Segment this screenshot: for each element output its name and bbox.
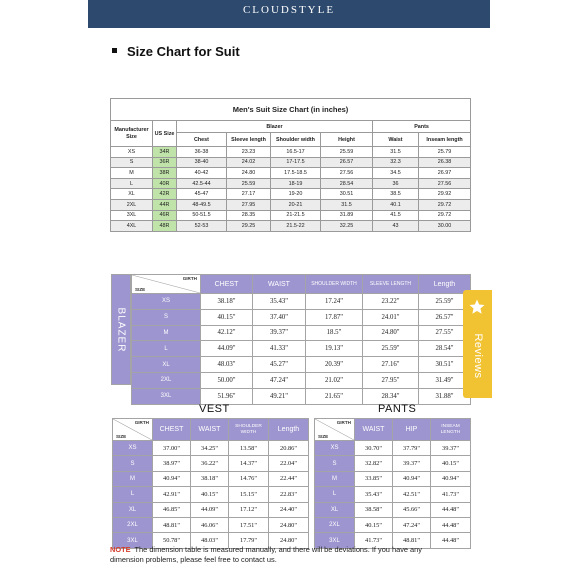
measurement-cell: 29.25 (227, 221, 271, 232)
measurement-cell: 18-19 (271, 178, 321, 189)
vest-value-cell: 37.00" (153, 441, 191, 456)
measurement-cell: 36 (373, 178, 419, 189)
us-size-cell: 38R (153, 168, 177, 179)
vest-value-cell: 22.83" (269, 487, 309, 502)
measurement-cell: 38.5 (373, 189, 419, 200)
measurement-cell: 17.5-18.5 (271, 168, 321, 179)
blazer-row (132, 388, 471, 404)
vest-row (113, 456, 309, 471)
pants-value-cell: 37.79" (393, 441, 431, 456)
vest-row (113, 502, 309, 517)
vest-value-cell: 34.25" (191, 441, 229, 456)
measurement-cell: 32.25 (321, 221, 373, 232)
us-size-cell: 36R (153, 157, 177, 168)
vest-value-cell: 20.86" (269, 441, 309, 456)
blazer-value-cell: 42.12" (201, 325, 253, 341)
pants-table-body (315, 441, 471, 549)
mens-row (111, 147, 471, 158)
blazer-value-cell: 25.59" (363, 341, 419, 357)
measurement-cell: 20-21 (271, 199, 321, 210)
page-title (112, 44, 240, 59)
vest-row (113, 487, 309, 502)
measurement-cell: 29.72 (419, 210, 471, 221)
vest-value-cell: 36.22" (191, 456, 229, 471)
measurement-cell: 25.79 (419, 147, 471, 158)
measurement-cell: 29.72 (419, 199, 471, 210)
measurement-cell: 30.00 (419, 221, 471, 232)
vest-size-cell: 3XL (113, 533, 153, 548)
vest-value-cell: 17.12" (229, 502, 269, 517)
vest-col-shoulder-width: SHOULDER WIDTH (229, 419, 269, 441)
blazer-row (132, 357, 471, 373)
pants-value-cell: 39.37" (431, 441, 471, 456)
vest-value-cell: 24.80" (269, 533, 309, 548)
measurement-cell: 24.02 (227, 157, 271, 168)
measurement-cell: 31.89 (321, 210, 373, 221)
pants-row (315, 487, 471, 502)
reviews-label: Reviews (471, 333, 484, 379)
col-height: Height (321, 133, 373, 147)
pants-value-cell: 40.94" (393, 471, 431, 486)
vest-title: VEST (199, 403, 230, 415)
us-size-cell: 40R (153, 178, 177, 189)
us-size-cell: 34R (153, 147, 177, 158)
measurement-cell: 21-21.5 (271, 210, 321, 221)
brand-header (88, 0, 490, 28)
blazer-value-cell: 47.24" (253, 372, 306, 388)
measurement-cell: 48-49.5 (177, 199, 227, 210)
blazer-value-cell: 28.34" (363, 388, 419, 404)
measurement-cell: 26.38 (419, 157, 471, 168)
blazer-corner-header (132, 275, 201, 294)
blazer-value-cell: 48.03" (201, 357, 253, 373)
note (110, 545, 440, 565)
vest-corner-header (113, 419, 153, 441)
pants-value-cell: 40.15" (355, 517, 393, 532)
corner-size: SIZE (318, 434, 329, 439)
blazer-value-cell: 37.40" (253, 309, 306, 325)
vest-value-cell: 17.79" (229, 533, 269, 548)
measurement-cell: 32.3 (373, 157, 419, 168)
blazer-size-cell: M (132, 325, 201, 341)
measurement-cell: 36-38 (177, 147, 227, 158)
blazer-value-cell: 41.33" (253, 341, 306, 357)
blazer-value-cell: 27.16" (363, 357, 419, 373)
measurement-cell: 26.57 (321, 157, 373, 168)
blazer-row (132, 341, 471, 357)
vest-value-cell: 40.15" (191, 487, 229, 502)
blazer-size-cell: 2XL (132, 372, 201, 388)
vest-size-cell: XS (113, 441, 153, 456)
vest-col-waist: WAIST (191, 419, 229, 441)
mens-row (111, 168, 471, 179)
page-title-text: Size Chart for Suit (127, 44, 240, 59)
blazer-value-cell: 30.51" (419, 357, 471, 373)
col-manufacturer-size: Manufacturer Size (111, 121, 153, 147)
vest-table-body (113, 441, 309, 549)
measurement-cell: 17-17.5 (271, 157, 321, 168)
blazer-value-cell: 23.22" (363, 294, 419, 310)
col-sleeve-length: Sleeve length (227, 133, 271, 147)
mens-row (111, 210, 471, 221)
blazer-value-cell: 38.18" (201, 294, 253, 310)
blazer-value-cell: 44.09" (201, 341, 253, 357)
blazer-row (132, 325, 471, 341)
vest-value-cell: 46.85" (153, 502, 191, 517)
measurement-cell: 52-53 (177, 221, 227, 232)
vest-col-chest: CHEST (153, 419, 191, 441)
measurement-cell: 34.5 (373, 168, 419, 179)
blazer-col-sleeve-length: SLEEVE LENGTH (363, 275, 419, 294)
pants-row (315, 456, 471, 471)
measurement-cell: 40-42 (177, 168, 227, 179)
blazer-label: BLAZER (115, 307, 127, 352)
mens-table-title: Men's Suit Size Chart (in inches) (111, 99, 471, 121)
blazer-value-cell: 21.65" (306, 388, 363, 404)
blazer-value-cell: 21.02" (306, 372, 363, 388)
manufacturer-size-cell: L (111, 178, 153, 189)
pants-size-table (314, 418, 471, 549)
vest-size-table (112, 418, 309, 549)
vest-value-cell: 13.58" (229, 441, 269, 456)
pants-row (315, 502, 471, 517)
pants-value-cell: 35.43" (355, 487, 393, 502)
vest-size-cell: S (113, 456, 153, 471)
blazer-value-cell: 17.24" (306, 294, 363, 310)
vest-size-cell: 2XL (113, 517, 153, 532)
measurement-cell: 28.35 (227, 210, 271, 221)
vest-row (113, 471, 309, 486)
blazer-size-table (131, 274, 471, 405)
mens-size-table (110, 98, 471, 232)
measurement-cell: 27.17 (227, 189, 271, 200)
measurement-cell: 31.5 (321, 199, 373, 210)
vest-row (113, 441, 309, 456)
vest-value-cell: 44.09" (191, 502, 229, 517)
blazer-value-cell: 25.59" (419, 294, 471, 310)
blazer-size-cell: S (132, 309, 201, 325)
blazer-value-cell: 31.88" (419, 388, 471, 404)
pants-value-cell: 41.73" (355, 533, 393, 548)
pants-size-cell: 3XL (315, 533, 355, 548)
pants-col-inseam-length: INSEAM LENGTH (431, 419, 471, 441)
group-pants: Pants (373, 121, 471, 133)
pants-value-cell: 45.66" (393, 502, 431, 517)
vest-value-cell: 14.37" (229, 456, 269, 471)
blazer-value-cell: 26.57" (419, 309, 471, 325)
measurement-cell: 21.5-22 (271, 221, 321, 232)
pants-value-cell: 41.73" (431, 487, 471, 502)
note-text: The dimension table is measured manually, and there will be deviations. If you have any dimension problems, please feel free to contact us. (110, 545, 422, 564)
pants-value-cell: 38.58" (355, 502, 393, 517)
blazer-value-cell: 51.96" (201, 388, 253, 404)
pants-value-cell: 42.51" (393, 487, 431, 502)
blazer-value-cell: 40.15" (201, 309, 253, 325)
manufacturer-size-cell: S (111, 157, 153, 168)
star-icon (468, 298, 486, 316)
vest-value-cell: 48.03" (191, 533, 229, 548)
note-label: NOTE (110, 545, 131, 554)
pants-size-cell: S (315, 456, 355, 471)
blazer-row (132, 372, 471, 388)
measurement-cell: 28.54 (321, 178, 373, 189)
measurement-cell: 27.95 (227, 199, 271, 210)
vest-value-cell: 42.91" (153, 487, 191, 502)
measurement-cell: 26.97 (419, 168, 471, 179)
vest-value-cell: 24.40" (269, 502, 309, 517)
blazer-table-body (132, 294, 471, 405)
vest-value-cell: 15.15" (229, 487, 269, 502)
vest-size-cell: XL (113, 502, 153, 517)
vest-value-cell: 22.44" (269, 471, 309, 486)
pants-value-cell: 44.48" (431, 502, 471, 517)
vest-value-cell: 24.80" (269, 517, 309, 532)
pants-size-cell: M (315, 471, 355, 486)
mens-row (111, 221, 471, 232)
pants-row (315, 441, 471, 456)
blazer-size-cell: XS (132, 294, 201, 310)
pants-size-cell: 2XL (315, 517, 355, 532)
pants-value-cell: 44.48" (431, 517, 471, 532)
reviews-tab-button[interactable] (463, 290, 492, 398)
pants-value-cell: 44.48" (431, 533, 471, 548)
measurement-cell: 45-47 (177, 189, 227, 200)
manufacturer-size-cell: XL (111, 189, 153, 200)
pants-row (315, 471, 471, 486)
measurement-cell: 24.80 (227, 168, 271, 179)
blazer-side-label (111, 274, 131, 385)
measurement-cell: 16.5-17 (271, 147, 321, 158)
blazer-col-chest: CHEST (201, 275, 253, 294)
blazer-value-cell: 39.37" (253, 325, 306, 341)
pants-value-cell: 40.15" (431, 456, 471, 471)
blazer-col-shoulder-width: SHOULDER WIDTH (306, 275, 363, 294)
blazer-row (132, 294, 471, 310)
blazer-value-cell: 31.49" (419, 372, 471, 388)
col-inseam-length: Inseam length (419, 133, 471, 147)
corner-size: SIZE (135, 287, 146, 292)
measurement-cell: 38-40 (177, 157, 227, 168)
blazer-value-cell: 49.21" (253, 388, 306, 404)
vest-value-cell: 48.81" (153, 517, 191, 532)
blazer-col-length: Length (419, 275, 471, 294)
measurement-cell: 40.1 (373, 199, 419, 210)
pants-value-cell: 48.81" (393, 533, 431, 548)
manufacturer-size-cell: 4XL (111, 221, 153, 232)
blazer-value-cell: 27.95" (363, 372, 419, 388)
corner-size: SIZE (116, 434, 127, 439)
blazer-value-cell: 24.80" (363, 325, 419, 341)
blazer-value-cell: 50.00" (201, 372, 253, 388)
vest-value-cell: 46.06" (191, 517, 229, 532)
blazer-value-cell: 19.13" (306, 341, 363, 357)
vest-value-cell: 38.97" (153, 456, 191, 471)
mens-row (111, 178, 471, 189)
blazer-col-waist: WAIST (253, 275, 306, 294)
blazer-size-cell: XL (132, 357, 201, 373)
vest-col-length: Length (269, 419, 309, 441)
corner-girth: GIRTH (134, 420, 149, 425)
col-shoulder-width: Shoulder width (271, 133, 321, 147)
us-size-cell: 44R (153, 199, 177, 210)
pants-value-cell: 40.94" (431, 471, 471, 486)
pants-title: PANTS (378, 403, 417, 415)
vest-row (113, 517, 309, 532)
manufacturer-size-cell: XS (111, 147, 153, 158)
measurement-cell: 19-20 (271, 189, 321, 200)
manufacturer-size-cell: 3XL (111, 210, 153, 221)
mens-row (111, 157, 471, 168)
measurement-cell: 41.5 (373, 210, 419, 221)
pants-value-cell: 30.70" (355, 441, 393, 456)
vest-size-cell: L (113, 487, 153, 502)
corner-girth: GIRTH (336, 420, 351, 425)
measurement-cell: 27.56 (321, 168, 373, 179)
us-size-cell: 46R (153, 210, 177, 221)
bullet-icon (112, 48, 117, 53)
vest-value-cell: 50.78" (153, 533, 191, 548)
measurement-cell: 27.56 (419, 178, 471, 189)
pants-size-cell: XL (315, 502, 355, 517)
measurement-cell: 50-51.5 (177, 210, 227, 221)
mens-row (111, 199, 471, 210)
measurement-cell: 25.59 (321, 147, 373, 158)
corner-girth: GIRTH (182, 276, 197, 281)
manufacturer-size-cell: 2XL (111, 199, 153, 210)
col-chest: Chest (177, 133, 227, 147)
blazer-value-cell: 18.5" (306, 325, 363, 341)
pants-value-cell: 32.82" (355, 456, 393, 471)
pants-col-hip: HIP (393, 419, 431, 441)
vest-size-cell: M (113, 471, 153, 486)
blazer-value-cell: 24.01" (363, 309, 419, 325)
group-blazer: Blazer (177, 121, 373, 133)
measurement-cell: 23.23 (227, 147, 271, 158)
blazer-value-cell: 17.87" (306, 309, 363, 325)
blazer-value-cell: 20.39" (306, 357, 363, 373)
measurement-cell: 42.5-44 (177, 178, 227, 189)
vest-value-cell: 22.04" (269, 456, 309, 471)
blazer-value-cell: 28.54" (419, 341, 471, 357)
pants-col-waist: WAIST (355, 419, 393, 441)
us-size-cell: 42R (153, 189, 177, 200)
measurement-cell: 29.92 (419, 189, 471, 200)
vest-value-cell: 40.94" (153, 471, 191, 486)
vest-value-cell: 17.51" (229, 517, 269, 532)
pants-row (315, 517, 471, 532)
measurement-cell: 43 (373, 221, 419, 232)
col-waist: Waist (373, 133, 419, 147)
pants-value-cell: 47.24" (393, 517, 431, 532)
measurement-cell: 25.59 (227, 178, 271, 189)
blazer-size-cell: L (132, 341, 201, 357)
mens-row (111, 189, 471, 200)
blazer-value-cell: 27.55" (419, 325, 471, 341)
brand-name: CLOUDSTYLE (242, 4, 336, 16)
pants-size-cell: XS (315, 441, 355, 456)
pants-size-cell: L (315, 487, 355, 502)
us-size-cell: 48R (153, 221, 177, 232)
pants-value-cell: 33.85" (355, 471, 393, 486)
vest-value-cell: 14.76" (229, 471, 269, 486)
blazer-row (132, 309, 471, 325)
blazer-size-cell: 3XL (132, 388, 201, 404)
vest-value-cell: 38.18" (191, 471, 229, 486)
manufacturer-size-cell: M (111, 168, 153, 179)
measurement-cell: 31.5 (373, 147, 419, 158)
pants-value-cell: 39.37" (393, 456, 431, 471)
measurement-cell: 30.51 (321, 189, 373, 200)
col-us-size: US Size (153, 121, 177, 147)
pants-corner-header (315, 419, 355, 441)
blazer-value-cell: 45.27" (253, 357, 306, 373)
blazer-value-cell: 35.43" (253, 294, 306, 310)
mens-table-body (111, 147, 471, 232)
